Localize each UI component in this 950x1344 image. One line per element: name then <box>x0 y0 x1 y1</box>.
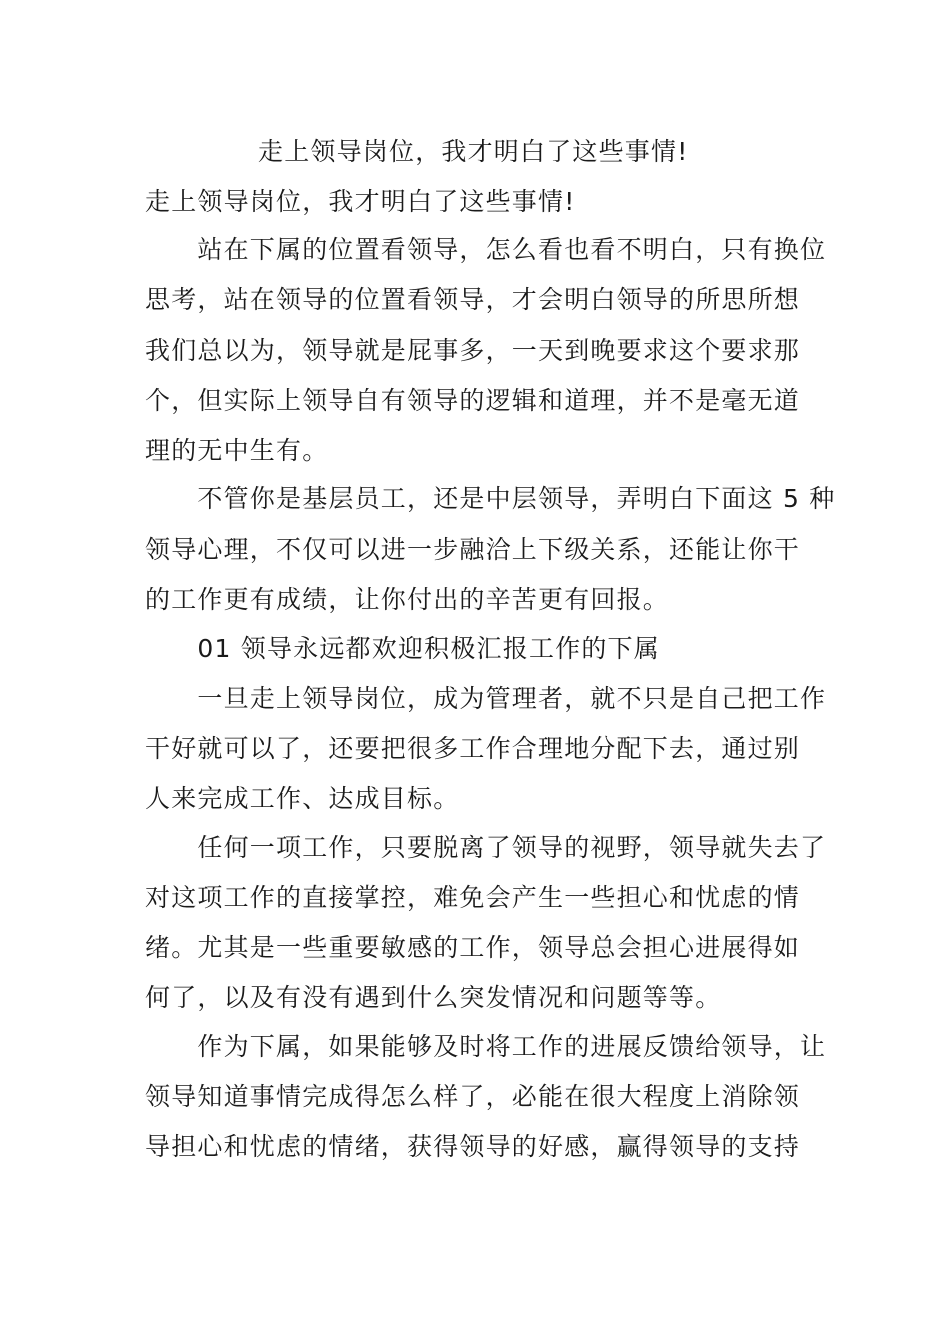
text-line: 任何一项工作，只要脱离了领导的视野，领导就失去了 <box>145 833 827 862</box>
text-line: 领导心理，不仅可以进一步融洽上下级关系，还能让你干 <box>145 535 801 564</box>
text-line: 何了，以及有没有遇到什么突发情况和问题等等。 <box>145 983 722 1012</box>
text-line: 不管你是基层员工，还是中层领导，弄明白下面这 5 种 <box>145 484 836 513</box>
text-line: 一旦走上领导岗位，成为管理者，就不只是自己把工作 <box>145 684 827 713</box>
text-line: 导担心和忧虑的情绪，获得领导的好感，赢得领导的支持 <box>145 1132 801 1161</box>
text-line: 绪。尤其是一些重要敏感的工作，领导总会担心进展得如 <box>145 933 801 962</box>
text-line: 01 领导永远都欢迎积极汇报工作的下属 <box>145 634 660 663</box>
document-title: 走上领导岗位，我才明白了这些事情! <box>258 137 689 166</box>
text-line: 我们总以为，领导就是屁事多，一天到晚要求这个要求那 <box>145 336 801 365</box>
text-line: 理的无中生有。 <box>145 436 329 465</box>
text-line: 走上领导岗位，我才明白了这些事情! <box>145 187 576 216</box>
text-line: 领导知道事情完成得怎么样了，必能在很大程度上消除领 <box>145 1082 801 1111</box>
text-line: 站在下属的位置看领导，怎么看也看不明白，只有换位 <box>145 235 827 264</box>
text-line: 人来完成工作、达成目标。 <box>145 784 460 813</box>
text-line: 作为下属，如果能够及时将工作的进展反馈给领导，让 <box>145 1032 827 1061</box>
text-line: 对这项工作的直接掌控，难免会产生一些担心和忧虑的情 <box>145 883 801 912</box>
text-line: 干好就可以了，还要把很多工作合理地分配下去，通过别 <box>145 734 801 763</box>
text-line: 个，但实际上领导自有领导的逻辑和道理，并不是毫无道 <box>145 386 801 415</box>
text-line: 的工作更有成绩，让你付出的辛苦更有回报。 <box>145 585 670 614</box>
text-line: 思考，站在领导的位置看领导，才会明白领导的所思所想 <box>145 285 801 314</box>
